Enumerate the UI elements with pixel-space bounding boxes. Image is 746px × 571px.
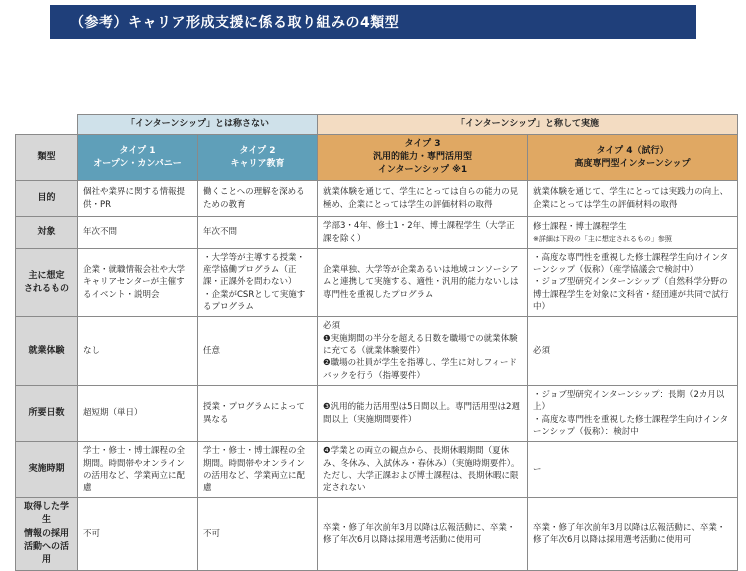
info-use-type4: 卒業・修了年次前年3月以降は広報活動に、卒業・修了年次6月以降は採用選考活動に使用可 <box>528 498 738 570</box>
type4-header <box>528 135 738 181</box>
assumed-type1: 企業・就職情報会社や大学キャリアセンターが主催するイベント・説明会 <box>78 248 198 317</box>
row-experience <box>16 317 738 386</box>
period-type2: 学士・修士・博士課程の全期間。時間帯やオンラインの活用など、学業両立に配慮 <box>198 442 318 498</box>
type4-name: 高度専門型インターンシップ <box>574 158 691 169</box>
assumed-type2-item-2: ・企業がCSRとして実施するプログラム <box>203 289 306 313</box>
purpose-type4: 就業体験を通じて、学生にとっては実践力の向上、企業にとっては学生の評価材料の取得 <box>528 181 738 217</box>
row-label-assumed-2: されるもの <box>23 283 69 294</box>
group-header-non-internship: 「インターンシップ」とは称さない <box>78 115 318 135</box>
row-info-use <box>16 498 738 570</box>
row-label-info-use <box>16 498 78 570</box>
assumed-type4 <box>528 248 738 317</box>
row-days <box>16 385 738 441</box>
page-title <box>50 5 696 39</box>
period-type1: 学士・修士・博士課程の全期間。時間帯やオンラインの活用など、学業両立に配慮 <box>78 442 198 498</box>
row-assumed <box>16 248 738 317</box>
group-header-blank <box>16 115 78 135</box>
row-period <box>16 442 738 498</box>
experience-type3-req-1: ❶実施期間の半分を超える日数を職場での就業体験に充てる（就業体験要件） <box>323 333 518 356</box>
row-label-assumed-1: 主に想定 <box>28 270 65 281</box>
purpose-type1: 個社や業界に関する情報提供・PR <box>78 181 198 217</box>
assumed-type4-item-2: ・ジョブ型研究インターンシップ（自然科学分野の博士課程学生を対象に文科省・経団連が共同で試行中） <box>533 277 729 313</box>
row-label-period: 実施時期 <box>16 442 78 498</box>
target-type3: 学部3・4年、修士1・2年、博士課程学生（大学正課を除く） <box>318 217 528 249</box>
target-type1: 年次不問 <box>78 217 198 249</box>
type-header-row <box>16 135 738 181</box>
page-title-text: （参考）キャリア形成支援に係る取り組みの4類型 <box>70 15 400 31</box>
info-use-type1: 不可 <box>78 498 198 570</box>
row-label-assumed <box>16 248 78 317</box>
experience-type3-required: 必須 <box>323 321 341 332</box>
days-type2: 授業・プログラムによって異なる <box>198 385 318 441</box>
assumed-type4-item-1: ・高度な専門性を重視した修士課程学生向けインターンシップ（仮称）（産学協議会で検討中） <box>533 252 729 276</box>
row-label-info-use-2: 情報の採用 <box>23 528 69 539</box>
row-label-purpose: 目的 <box>16 181 78 217</box>
type3-name-2: インターンシップ ※1 <box>377 165 468 176</box>
purpose-type2: 働くことへの理解を深めるための教育 <box>198 181 318 217</box>
target-type4-note: ※詳細は下段の「主に想定されるもの」参照 <box>533 234 672 243</box>
type4-number: タイプ 4（試行） <box>596 145 669 156</box>
row-label-info-use-1: 取得した学生 <box>23 502 69 526</box>
target-type4 <box>528 217 738 249</box>
group-header-row <box>16 115 738 135</box>
experience-type3 <box>318 317 528 386</box>
info-use-type2: 不可 <box>198 498 318 570</box>
internship-types-table <box>15 114 738 571</box>
row-label-days: 所要日数 <box>16 385 78 441</box>
days-type3: ❸汎用的能力活用型は5日間以上。専門活用型は2週間以上（実施期間要件） <box>318 385 528 441</box>
row-target <box>16 217 738 249</box>
type3-name: 汎用的能力・専門活用型 <box>372 152 472 163</box>
experience-type2: 任意 <box>198 317 318 386</box>
type1-number: タイプ 1 <box>119 145 156 156</box>
row-purpose <box>16 181 738 217</box>
group-header-internship: 「インターンシップ」と称して実施 <box>318 115 738 135</box>
period-type3: ❹学業との両立の観点から、長期休暇期間（夏休み、冬休み、入試休み・春休み）（実施時期要件）。ただし、大学正課および博士課程は、長期休暇に限定されない <box>318 442 528 498</box>
type2-header <box>198 135 318 181</box>
assumed-type2 <box>198 248 318 317</box>
period-type4: ー <box>528 442 738 498</box>
assumed-type3: 企業単独、大学等が企業あるいは地域コンソーシアムと連携して実施する、適性・汎用的能力ないしは専門性を重視したプログラム <box>318 248 528 317</box>
row-label-info-use-3: 活動への活用 <box>23 541 69 565</box>
type3-header <box>318 135 528 181</box>
purpose-type3: 就業体験を通じて、学生にとっては自らの能力の見極め、企業にとっては学生の評価材料の取得 <box>318 181 528 217</box>
experience-type1: なし <box>78 317 198 386</box>
days-type4-item-2: ・高度な専門性を重視した修士課程学生向けインターンシップ（仮称）：検討中 <box>533 414 729 437</box>
target-type4-main: 修士課程・博士課程学生 <box>533 222 627 233</box>
target-type2: 年次不問 <box>198 217 318 249</box>
type1-header <box>78 135 198 181</box>
row-label-experience: 就業体験 <box>16 317 78 386</box>
row-label-target: 対象 <box>16 217 78 249</box>
type2-number: タイプ 2 <box>239 145 276 156</box>
days-type4-item-1: ・ジョブ型研究インターンシップ：長期（2カ月以上） <box>533 389 725 413</box>
type1-name: オープン・カンパニー <box>93 158 182 169</box>
experience-type4: 必須 <box>528 317 738 386</box>
row-label-type: 類型 <box>16 135 78 181</box>
days-type1: 超短期（単日） <box>78 385 198 441</box>
experience-type3-req-2: ❷職場の社員が学生を指導し、学生に対しフィードバックを行う（指導要件） <box>323 358 517 381</box>
type3-number: タイプ 3 <box>404 139 441 150</box>
assumed-type2-item-1: ・大学等が主導する授業・産学協働プログラム（正課・正課外を問わない） <box>203 252 306 288</box>
days-type4 <box>528 385 738 441</box>
info-use-type3: 卒業・修了年次前年3月以降は広報活動に、卒業・修了年次6月以降は採用選考活動に使用可 <box>318 498 528 570</box>
type2-name: キャリア教育 <box>230 158 285 169</box>
